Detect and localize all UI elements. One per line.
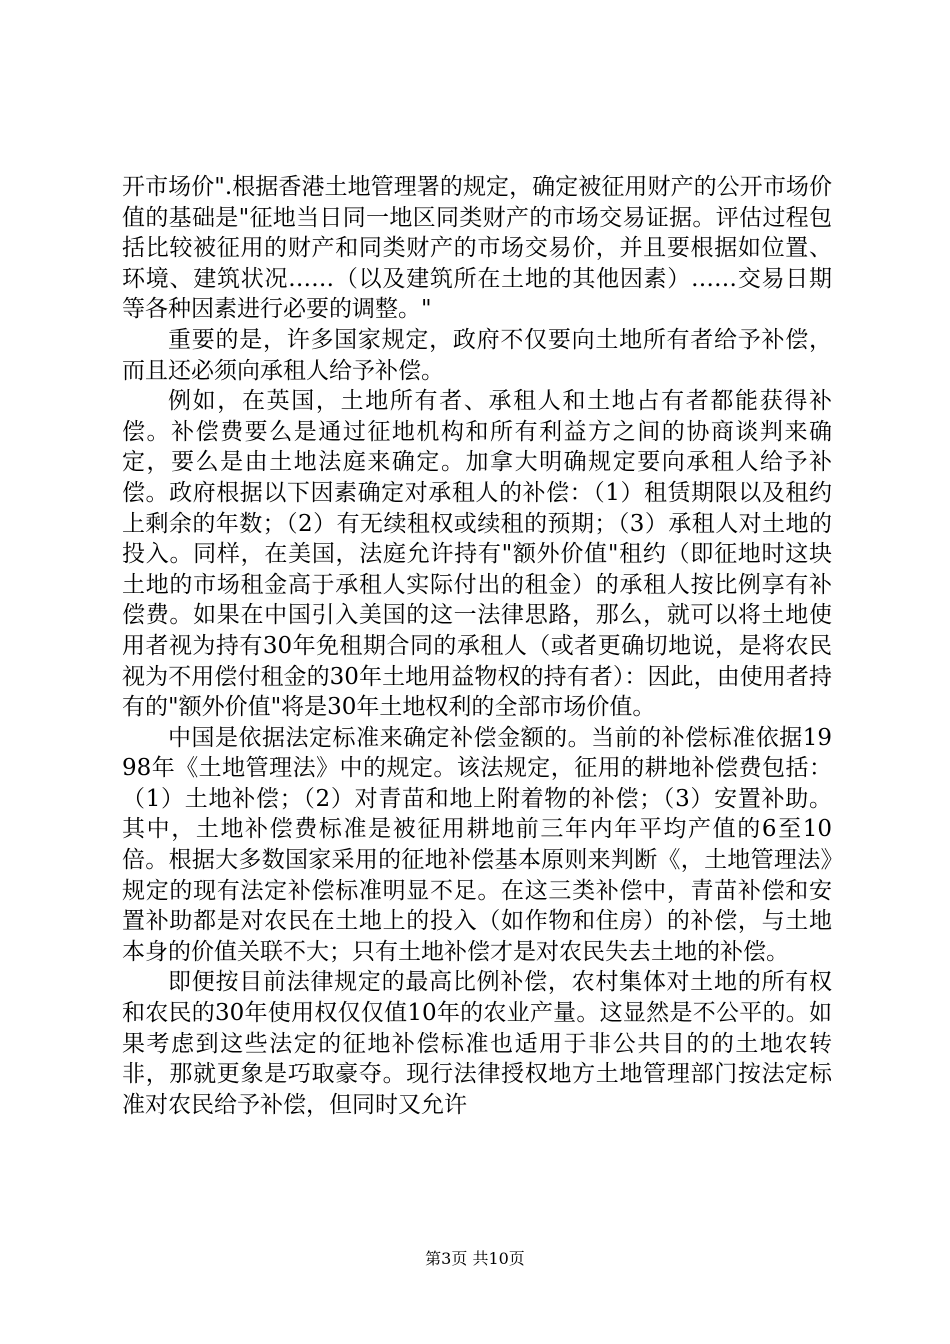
paragraph-china-standard: 中国是依据法定标准来确定补偿金额的。当前的补偿标准依据1998年《土地管理法》中的规定。该法规定，征用的耕地补偿费包括：（1）土地补偿；（2）对青苗和地上附着物的补偿；（3）安置补助。其中，土地补偿费标准是被征用耕地前三年内年平均产值的6至10倍。根据大多数国家采用的征地补偿基本原则来判断《，土地管理法》规定的现有法定补偿标准明显不足。在这三类补偿中，青苗补偿和安置补助都是对农民在土地上的投入（如作物和住房）的补偿，与土地本身的价值关联不大；只有土地补偿才是对农民失去土地的补偿。 — [122, 724, 832, 965]
paragraph-continuation: 开市场价".根据香港土地管理署的规定，确定被征用财产的公开市场价值的基础是"征地当日同一地区同类财产的市场交易证据。评估过程包括比较被征用的财产和同类财产的市场交易价，并且要根据如位置、环境、建筑状况……（以及建筑所在土地的其他因素）……交易日期等各种因素进行必要的调整。" — [122, 174, 832, 323]
document-body — [122, 172, 832, 1120]
paragraph-highest-ratio: 即便按目前法律规定的最高比例补偿，农村集体对土地的所有权和农民的30年使用权仅仅值10年的农业产量。这显然是不公平的。如果考虑到这些法定的征地补偿标准也适用于非公共目的的土地农转非，那就更象是巧取豪夺。现行法律授权地方土地管理部门按法定标准对农民给予补偿，但同时又允许 — [122, 969, 832, 1118]
page-number-footer: 第3页 共10页 — [425, 1249, 525, 1268]
paragraph-compensation-tenants: 重要的是，许多国家规定，政府不仅要向土地所有者给予补偿，而且还必须向承租人给予补偿。 — [122, 326, 832, 384]
paragraph-foreign-examples: 例如，在英国，土地所有者、承租人和土地占有者都能获得补偿。补偿费要么是通过征地机构和所有利益方之间的协商谈判来确定，要么是由土地法庭来确定。加拿大明确规定要向承租人给予补偿。政府根据以下因素确定对承租人的补偿：（1）租赁期限以及租约上剩余的年数；（2）有无续租权或续租的预期；（3）承租人对土地的投入。同样，在美国，法庭允许持有"额外价值"租约（即征地时这块土地的市场租金高于承租人实际付出的租金）的承租人按比例享有补偿费。如果在中国引入美国的这一法律思路，那么，就可以将土地使用者视为持有30年免租期合同的承租人（或者更确切地说，是将农民视为不用偿付租金的30年土地用益物权的持有者）：因此，由使用者持有的"额外价值"将是30年土地权利的全部市场价值。 — [122, 388, 832, 721]
